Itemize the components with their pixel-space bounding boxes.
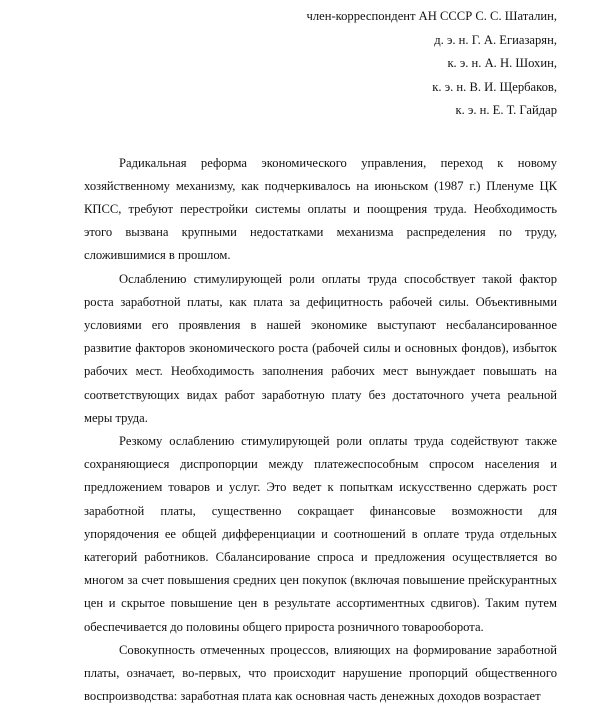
- document-page: [84, 0, 557, 600]
- author-line: к. э. н. А. Н. Шохин,: [84, 52, 557, 76]
- author-list: [84, 5, 557, 123]
- paragraph: Радикальная реформа экономического управления, переход к новому хозяйственному механизму, как подчеркивалось на июньском (1987 г.) Пленуме ЦК КПСС, требуют перестройки системы оплаты и поощрения труда. Необходимость этого вызвана крупными недостатками механизма распределения по труду, сложившимися в прошлом.: [84, 152, 557, 268]
- author-line: д. э. н. Г. А. Егиазарян,: [84, 29, 557, 53]
- paragraph: Ослаблению стимулирующей роли оплаты труда способствует такой фактор роста заработной платы, как плата за дефицитность рабочей силы. Объективными условиями его проявления в нашей экономике выступают несбалансированное развитие факторов экономического роста (рабочей силы и основных фондов), избыток рабочих мест. Необходимость заполнения рабочих мест вынуждает повышать на соответствующих видах работ заработную плату без достаточного учета реальной меры труда.: [84, 268, 557, 430]
- paragraph: Совокупность отмеченных процессов, влияющих на формирование заработной платы, означает, во-первых, что происходит нарушение пропорций общественного воспроизводства: заработная плата как основная часть денежных доходов возрастает: [84, 639, 557, 708]
- document-body: [84, 152, 557, 708]
- author-line: к. э. н. В. И. Щербаков,: [84, 76, 557, 100]
- paragraph: Резкому ослаблению стимулирующей роли оплаты труда содействуют также сохраняющиеся диспропорции между платежеспособным спросом населения и предложением товаров и услуг. Это ведет к попыткам искусственно сдержать рост заработной платы, существенно сокращает финансовые возможности для упорядочения ее общей дифференциации и соотношений в оплате труда отдельных категорий работников. Сбалансирование спроса и предложения осуществляется во многом за счет повышения средних цен покупок (включая повышение прейскурантных цен и скрытое повышение цен в результате ассортиментных сдвигов). Таким путем обеспечивается до половины общего прироста розничного товарооборота.: [84, 430, 557, 639]
- author-line: член-корреспондент АН СССР С. С. Шаталин,: [84, 5, 557, 29]
- author-line: к. э. н. Е. Т. Гайдар: [84, 99, 557, 123]
